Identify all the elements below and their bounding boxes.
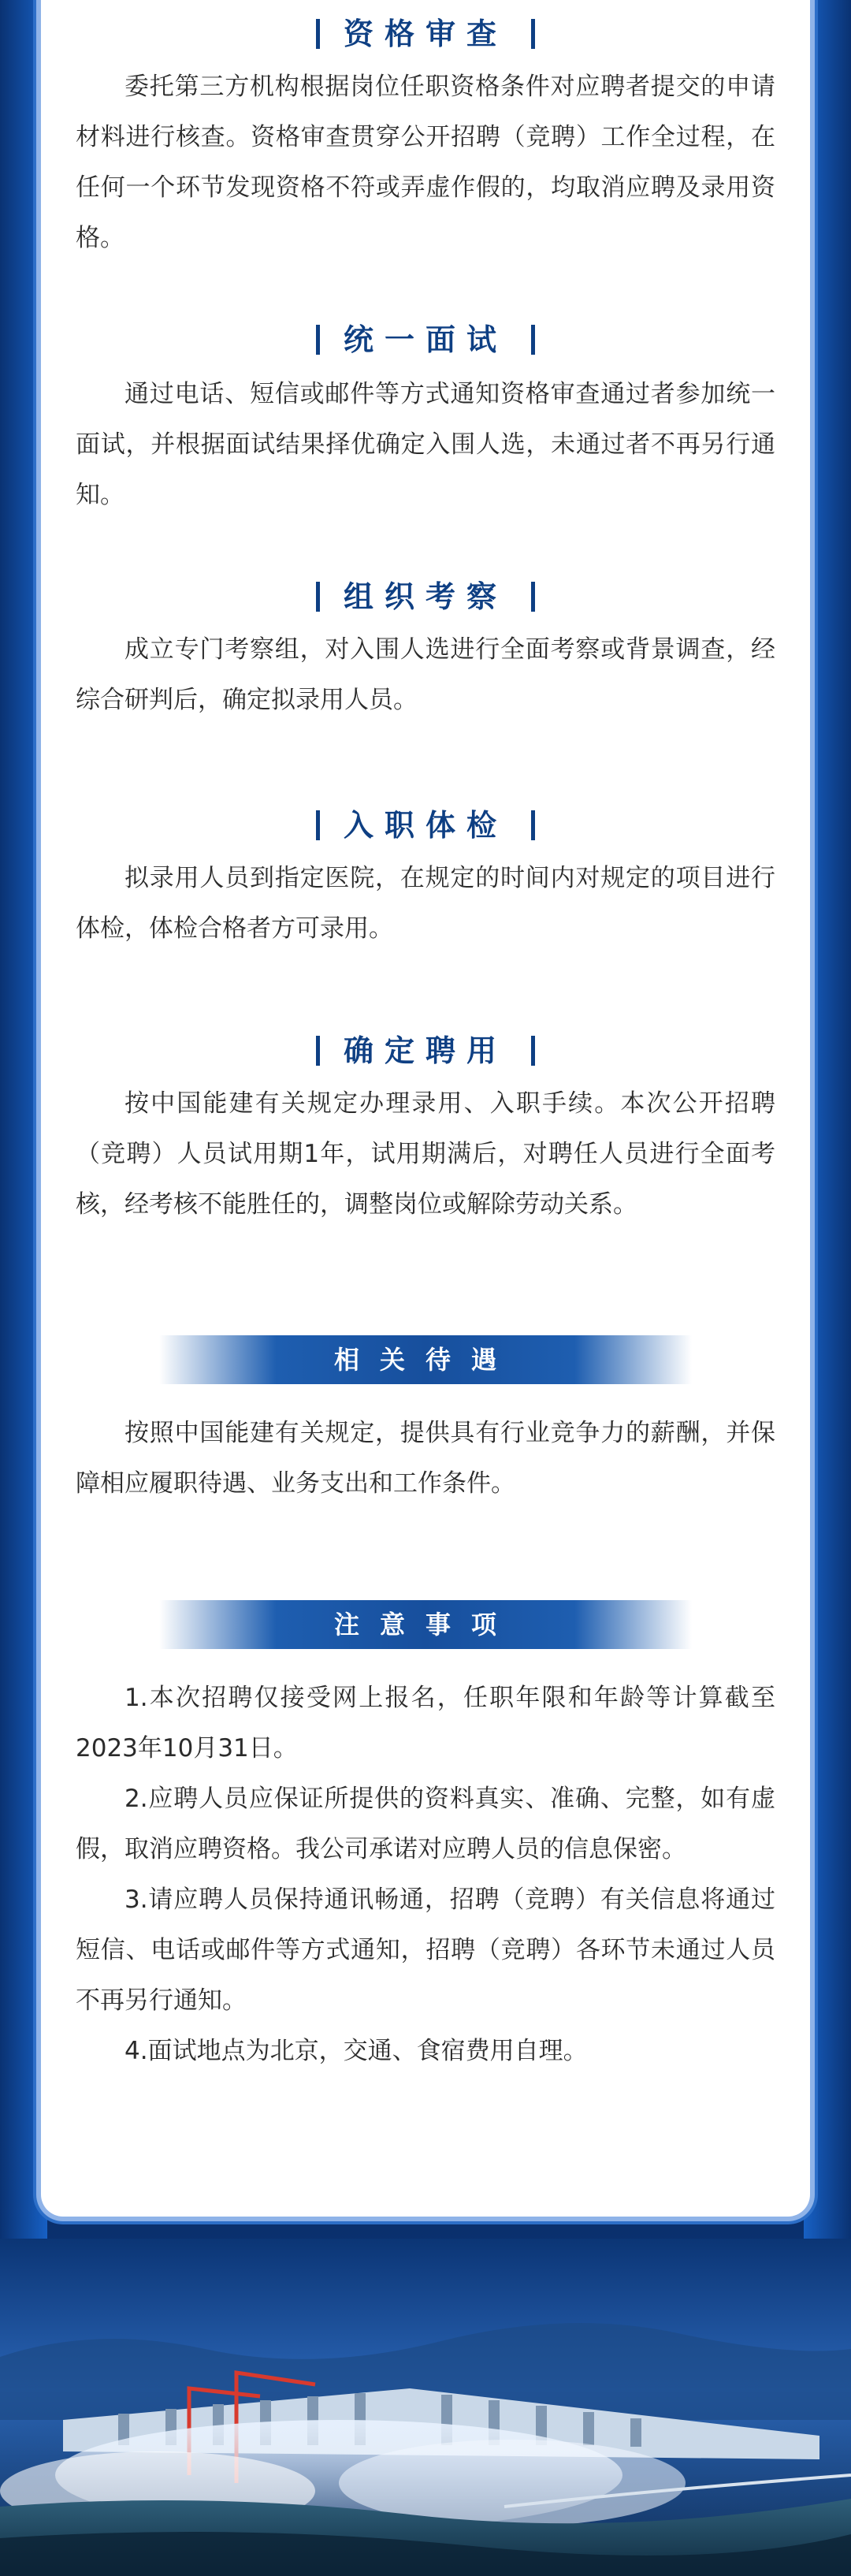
dam-illustration bbox=[0, 2239, 851, 2576]
title-bar-left bbox=[316, 810, 320, 840]
section-text-medical: 拟录用人员到指定医院，在规定的时间内对规定的项目进行体检，体检合格者方可录用。 bbox=[76, 864, 775, 943]
title-bar-right bbox=[531, 582, 535, 612]
title-bar-right bbox=[531, 1036, 535, 1066]
title-bar-left bbox=[316, 325, 320, 355]
notes-list bbox=[41, 1673, 810, 2076]
note-item: 3.请应聘人员保持通讯畅通，招聘（竞聘）有关信息将通过短信、电话或邮件等方式通知，招聘（竞聘）各环节未通过人员不再另行通知。 bbox=[76, 1885, 775, 2015]
title-bar-left bbox=[316, 19, 320, 49]
section-title-medical: 入职体检 bbox=[41, 801, 810, 844]
title-bar-right bbox=[531, 19, 535, 49]
note-item: 4.面试地点为北京，交通、食宿费用自理。 bbox=[124, 2037, 588, 2065]
title-bar-right bbox=[531, 810, 535, 840]
section-text-qualification: 委托第三方机构根据岗位任职资格条件对应聘者提交的申请材料进行核查。资格审查贯穿公开招聘（竞聘）工作全过程，在任何一个环节发现资格不符或弄虚作假的，均取消应聘及录用资格。 bbox=[76, 73, 775, 252]
benefits-banner: 相关待遇 bbox=[159, 1335, 692, 1384]
content-card bbox=[41, 0, 810, 2217]
dam-scenery-image bbox=[0, 2239, 851, 2576]
title-bar-left bbox=[316, 582, 320, 612]
right-edge-decoration bbox=[804, 0, 851, 2576]
title-bar-left bbox=[316, 1036, 320, 1066]
section-text-interview: 通过电话、短信或邮件等方式通知资格审查通过者参加统一面试，并根据面试结果择优确定入围人选，未通过者不再另行通知。 bbox=[76, 380, 775, 509]
section-text-employment: 按中国能建有关规定办理录用、入职手续。本次公开招聘（竞聘）人员试用期1年，试用期满后，对聘任人员进行全面考核，经考核不能胜任的，调整岗位或解除劳动关系。 bbox=[76, 1089, 775, 1219]
note-item: 2.应聘人员应保证所提供的资料真实、准确、完整，如有虚假，取消应聘资格。我公司承诺对应聘人员的信息保密。 bbox=[76, 1785, 775, 1863]
left-edge-decoration bbox=[0, 0, 47, 2576]
benefits-text: 按照中国能建有关规定，提供具有行业竞争力的薪酬，并保障相应履职待遇、业务支出和工作条件。 bbox=[76, 1419, 775, 1498]
section-title-interview: 统一面试 bbox=[41, 315, 810, 359]
section-title-inspection: 组织考察 bbox=[41, 572, 810, 616]
title-bar-right bbox=[531, 325, 535, 355]
notes-banner: 注意事项 bbox=[159, 1600, 692, 1649]
section-title-qualification: 资格审查 bbox=[41, 9, 810, 53]
section-text-inspection: 成立专门考察组，对入围人选进行全面考察或背景调查，经综合研判后，确定拟录用人员。 bbox=[76, 635, 775, 714]
note-item: 1.本次招聘仅接受网上报名，任职年限和年龄等计算截至2023年10月31日。 bbox=[76, 1684, 775, 1763]
section-title-employment: 确定聘用 bbox=[41, 1026, 810, 1070]
